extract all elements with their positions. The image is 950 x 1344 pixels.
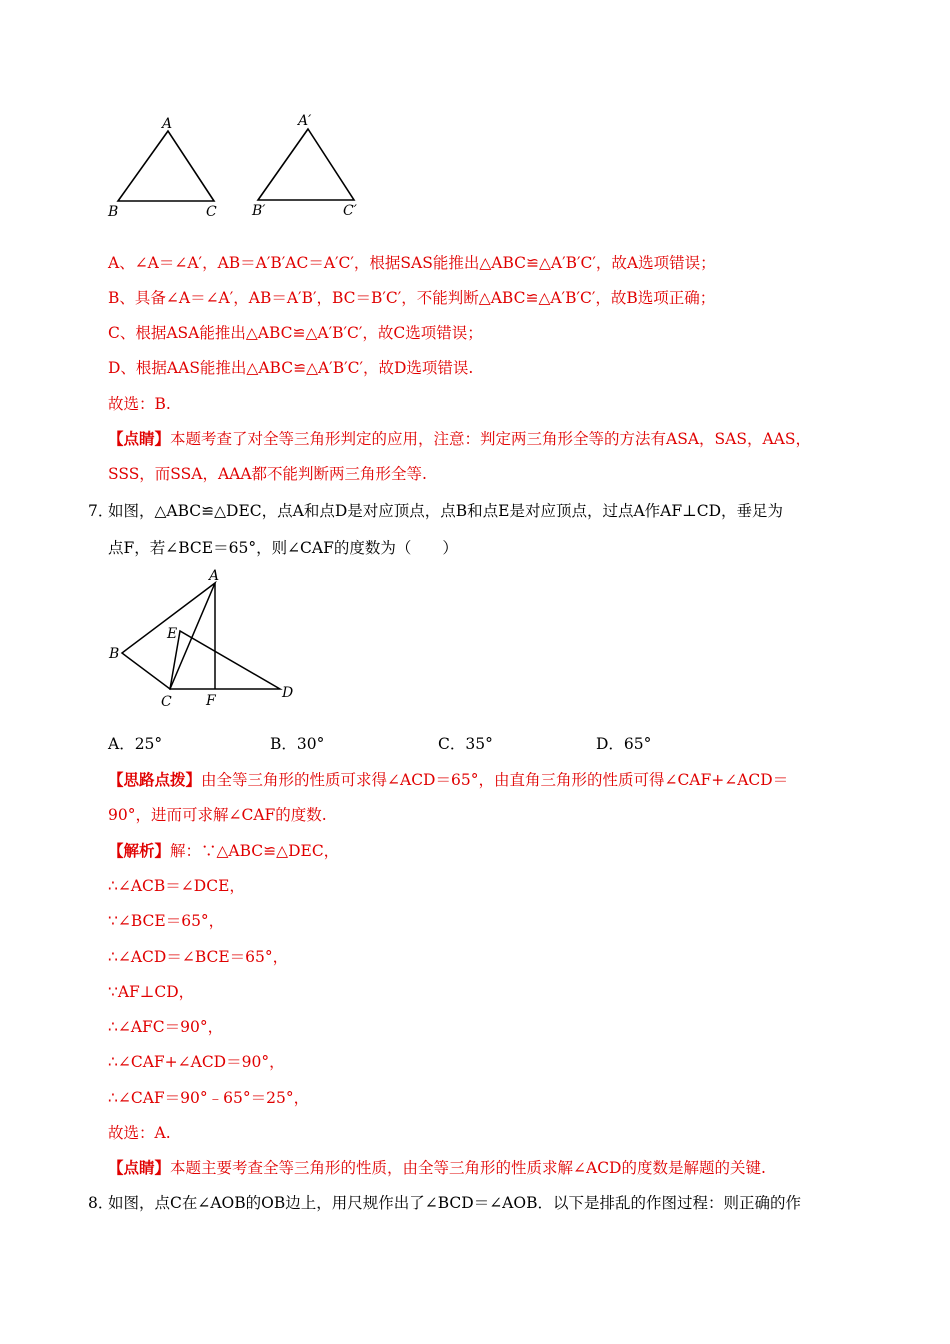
q7-label-c: C [161,694,172,710]
solution7-step: ∴∠CAF+∠ACD＝90°， [108,1053,285,1071]
q7-label-e: E [167,626,178,642]
solution7-step: ∵∠BCE＝65°， [108,912,225,930]
figure-question7 [100,565,300,715]
solution6-line-d: D、根据AAS能推出△ABC≌△A′B′C′，故D选项错误. [108,359,474,377]
note-tag: 【点睛】 [108,429,171,448]
solution7-analysis [108,840,339,862]
triangle-a-prime [258,129,354,200]
label-b-prime: B′ [252,203,266,219]
solution7-step: ∵AF⊥CD， [108,983,195,1001]
triangle-dec-q7 [170,631,280,689]
solution7-step: ∴∠ACB＝∠DCE， [108,877,245,895]
option-a: A．25° [108,735,163,753]
solution7-choice: 故选：A. [108,1124,171,1142]
question7-number: 7． [88,502,114,520]
question7-stem-line1: 如图，△ABC≌△DEC，点A和点D是对应顶点，点B和点E是对应顶点，过点A作AF⊥CD，垂足为 [108,502,783,520]
option-d: D．65° [596,735,652,753]
solution6-choice: 故选：B. [108,395,171,413]
analysis-lead: 解：∵△ABC≌△DEC， [170,842,340,860]
solution6-note-line2: SSS，而SSA，AAA都不能判断两三角形全等. [108,465,427,483]
solution7-hint [108,769,788,791]
solution7-note [108,1157,766,1179]
label-c: C [206,204,217,220]
solution7-hint-line2: 90°，进而可求解∠CAF的度数. [108,806,327,824]
note-text: 本题主要考查全等三角形的性质，由全等三角形的性质求解∠ACD的度数是解题的关键. [170,1159,766,1177]
q7-label-b: B [109,646,120,662]
analysis-tag: 【解析】 [108,841,171,860]
solution7-step: ∴∠ACD＝∠BCE＝65°， [108,948,289,966]
q7-label-a: A [209,568,220,584]
hint-tag: 【思路点拨】 [108,770,202,789]
label-c-prime: C′ [343,203,357,219]
question8-stem-line1: 如图，点C在∠AOB的OB边上，用尺规作出了∠BCD＝∠AOB．以下是排乱的作图过程：则正确的作 [108,1194,801,1212]
label-a-prime: A′ [298,113,312,129]
solution7-step: ∴∠AFC＝90°， [108,1018,224,1036]
label-b: B [108,204,119,220]
q7-label-d: D [282,685,294,701]
question7-stem-line2: 点F，若∠BCE＝65°，则∠CAF的度数为（ ） [108,539,458,557]
note-text: 本题考查了对全等三角形判定的应用，注意：判定两三角形全等的方法有ASA，SAS，AAS， [170,430,811,448]
label-a: A [162,116,173,132]
solution6-line-a: A、∠A＝∠A′，AB＝A′B′AC＝A′C′，根据SAS能推出△ABC≌△A′B′C′，故A选项错误； [108,254,716,272]
solution6-line-c: C、根据ASA能推出△ABC≌△A′B′C′，故C选项错误； [108,324,483,342]
solution6-note [108,428,811,450]
q7-label-f: F [206,693,216,709]
solution7-step: ∴∠CAF＝90°﹣65°＝25°， [108,1089,310,1107]
option-c: C．35° [438,735,493,753]
figure-two-triangles [100,108,370,223]
question8-number: 8． [88,1194,114,1212]
solution6-line-b: B、具备∠A＝∠A′，AB＝A′B′，BC＝B′C′，不能判断△ABC≌△A′B′C′，故B选项正确； [108,289,716,307]
note-tag: 【点睛】 [108,1158,171,1177]
triangle-abc [118,131,214,201]
hint-text: 由全等三角形的性质可求得∠ACD＝65°，由直角三角形的性质可得∠CAF+∠ACD＝ [201,771,789,789]
option-b: B．30° [270,735,325,753]
